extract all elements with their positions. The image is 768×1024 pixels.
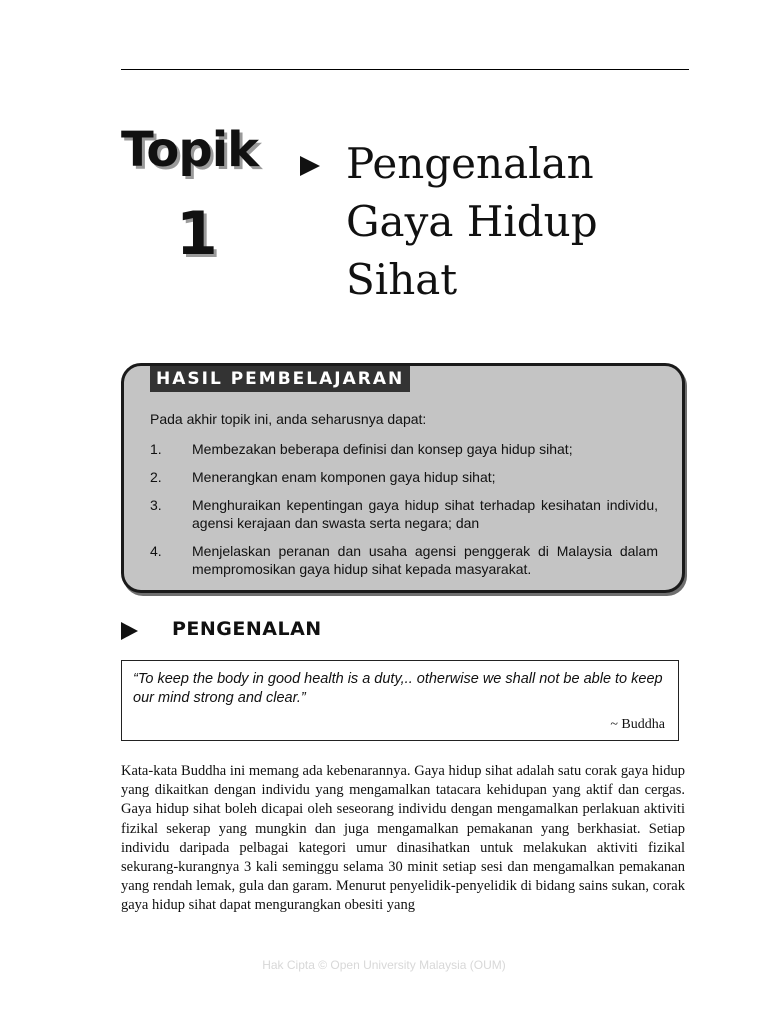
quote-author: ~ Buddha <box>610 717 665 732</box>
list-item-number: 3. <box>150 497 162 513</box>
topic-title-line: Gaya Hidup <box>346 197 598 246</box>
body-paragraph: Kata-kata Buddha ini memang ada kebenarannya. Gaya hidup sihat adalah satu corak gaya hidup yang dikaitkan dengan individu yang mengamalkan tatacara kehidupan yang aktif dan cergas. Gaya hidup sihat boleh dicapai oleh seseorang individu dengan mengamalkan perlakuan aktiviti fizikal sekerap yang mungkin dan juga mengamalkan pemakanan yang berkhasiat. Setiap individu daripada pelbagai kategori umur dinasihatkan untuk melakukan aktiviti fizikal sekurang-kurangnya 3 kali seminggu selama 30 minit setiap sesi dan mengamalkan pemakanan yang rendah lemak, gula dan garam. Menurut penyelidik-penyelidik di bidang sains sukan, corak gaya hidup sihat dapat mengurangkan obesiti yang <box>121 763 685 914</box>
footer-copyright: Hak Cipta © Open University Malaysia (OUM) <box>262 958 506 972</box>
learning-outcomes-intro: Pada akhir topik ini, anda seharusnya dapat: <box>150 411 427 427</box>
topic-title-line: Pengenalan <box>346 139 594 188</box>
topic-title-line: Sihat <box>346 255 458 304</box>
learning-outcomes-list <box>150 440 658 588</box>
quote-text: “To keep the body in good health is a duty,.. otherwise we shall not be able to keep our mind strong and clear.” <box>133 671 663 706</box>
list-item-text: Menjelaskan peranan dan usaha agensi penggerak di Malaysia dalam mempromosikan gaya hidup sihat kepada masyarakat. <box>192 543 658 577</box>
list-item <box>150 440 658 458</box>
section-heading: PENGENALAN <box>172 618 322 640</box>
topic-title <box>346 135 686 309</box>
triangle-right-icon <box>121 622 138 640</box>
list-item-number: 1. <box>150 441 162 457</box>
learning-outcomes-header: HASIL PEMBELAJARAN <box>150 366 410 392</box>
list-item-text: Membezakan beberapa definisi dan konsep gaya hidup sihat; <box>192 441 573 457</box>
top-rule <box>121 69 689 70</box>
list-item <box>150 542 658 578</box>
list-item-number: 4. <box>150 543 162 559</box>
list-item-text: Menerangkan enam komponen gaya hidup sihat; <box>192 469 496 485</box>
triangle-right-icon <box>300 156 320 176</box>
topic-label: Topik <box>121 122 259 178</box>
list-item <box>150 468 658 486</box>
list-item <box>150 496 658 532</box>
list-item-text: Menghuraikan kepentingan gaya hidup sihat terhadap kesihatan individu, agensi kerajaan dan swasta serta negara; dan <box>192 497 658 531</box>
list-item-number: 2. <box>150 469 162 485</box>
topic-number: 1 <box>176 199 218 269</box>
